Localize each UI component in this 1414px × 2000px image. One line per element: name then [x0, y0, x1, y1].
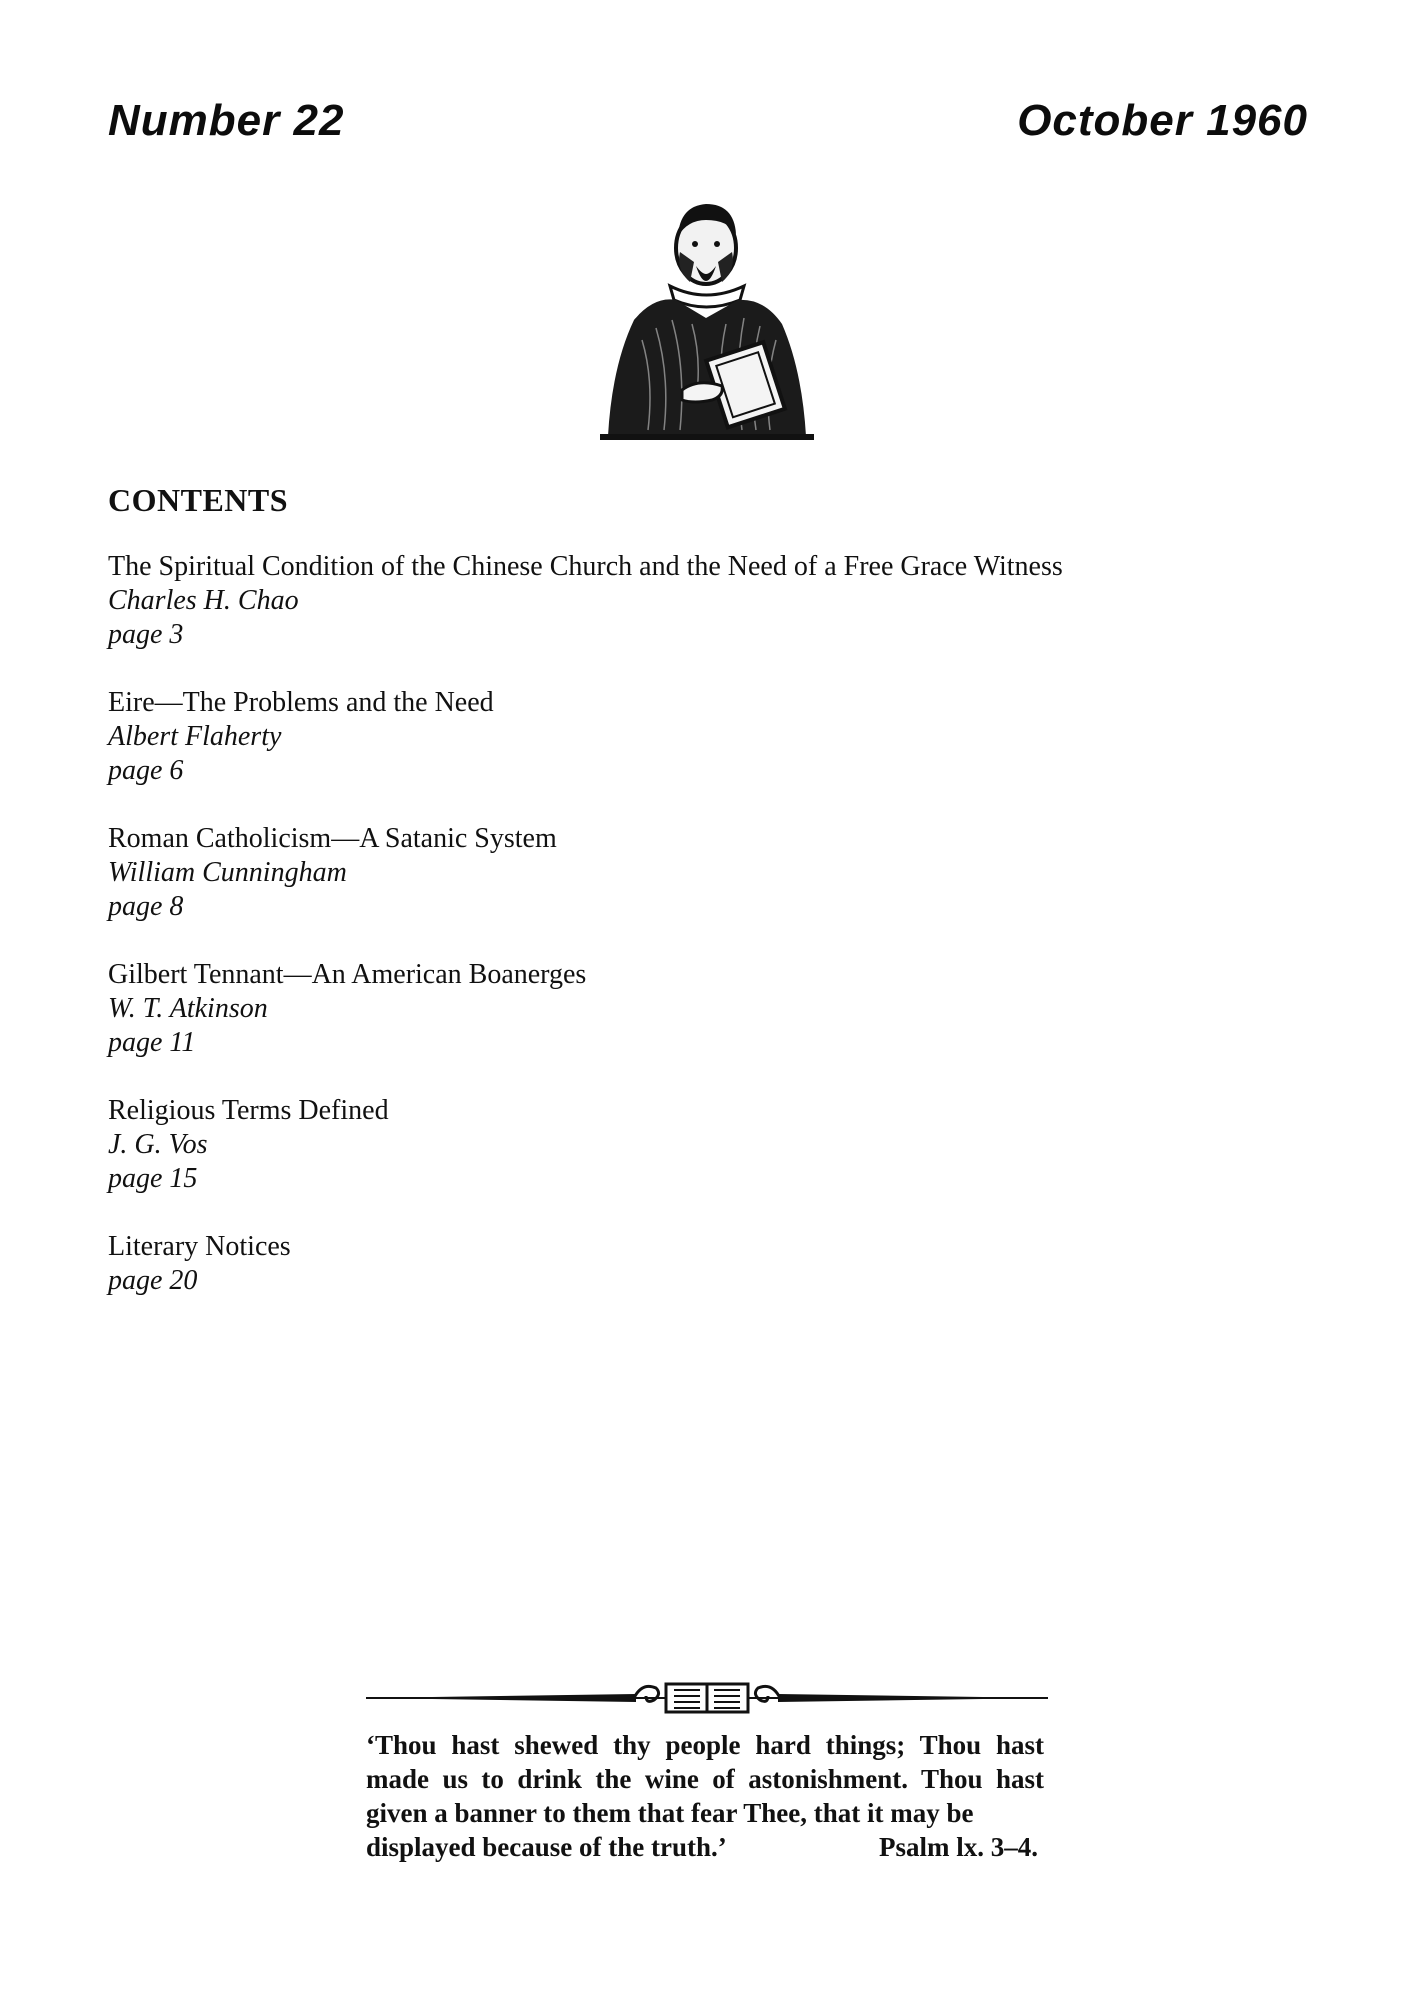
article-author: W. T. Atkinson [108, 993, 268, 1024]
toc-entry [108, 1230, 1208, 1298]
quote-text: ‘Thou hast shewed thy people hard things; Thou hast made us to drink the wine of astonishment. Thou hast given a banner to them that fear Thee, that it may be [366, 1730, 1044, 1828]
article-author: Albert Flaherty [108, 721, 282, 752]
issue-number: Number 22 [108, 96, 345, 145]
article-page: page 11 [108, 1027, 196, 1058]
toc-entry [108, 550, 1208, 652]
article-page: page 20 [108, 1265, 198, 1296]
article-author: J. G. Vos [108, 1129, 208, 1160]
article-page: page 6 [108, 755, 184, 786]
quote-text-end: displayed because of the truth.’ [366, 1832, 727, 1862]
scripture-quote [366, 1728, 1044, 1864]
article-title: Gilbert Tennant—An American Boanerges [108, 959, 587, 990]
toc-entry [108, 958, 1208, 1060]
article-author: Charles H. Chao [108, 585, 299, 616]
article-title: Religious Terms Defined [108, 1095, 389, 1126]
table-of-contents [108, 550, 1208, 1332]
article-author: William Cunningham [108, 857, 347, 888]
book-rule-ornament-icon [366, 1678, 1048, 1718]
article-page: page 3 [108, 619, 184, 650]
toc-entry [108, 1094, 1208, 1196]
toc-entry [108, 822, 1208, 924]
issue-date: October 1960 [1017, 96, 1308, 145]
article-page: page 8 [108, 891, 184, 922]
article-title: Literary Notices [108, 1231, 291, 1262]
article-title: Eire—The Problems and the Need [108, 687, 494, 718]
article-title: The Spiritual Condition of the Chinese Church and the Need of a Free Grace Witness [108, 551, 1063, 582]
scripture-reference: Psalm lx. 3–4. [879, 1832, 1038, 1862]
article-page: page 15 [108, 1163, 198, 1194]
article-title: Roman Catholicism—A Satanic System [108, 823, 557, 854]
contents-heading: CONTENTS [108, 482, 289, 518]
preacher-woodcut-icon [594, 200, 820, 444]
toc-entry [108, 686, 1208, 788]
